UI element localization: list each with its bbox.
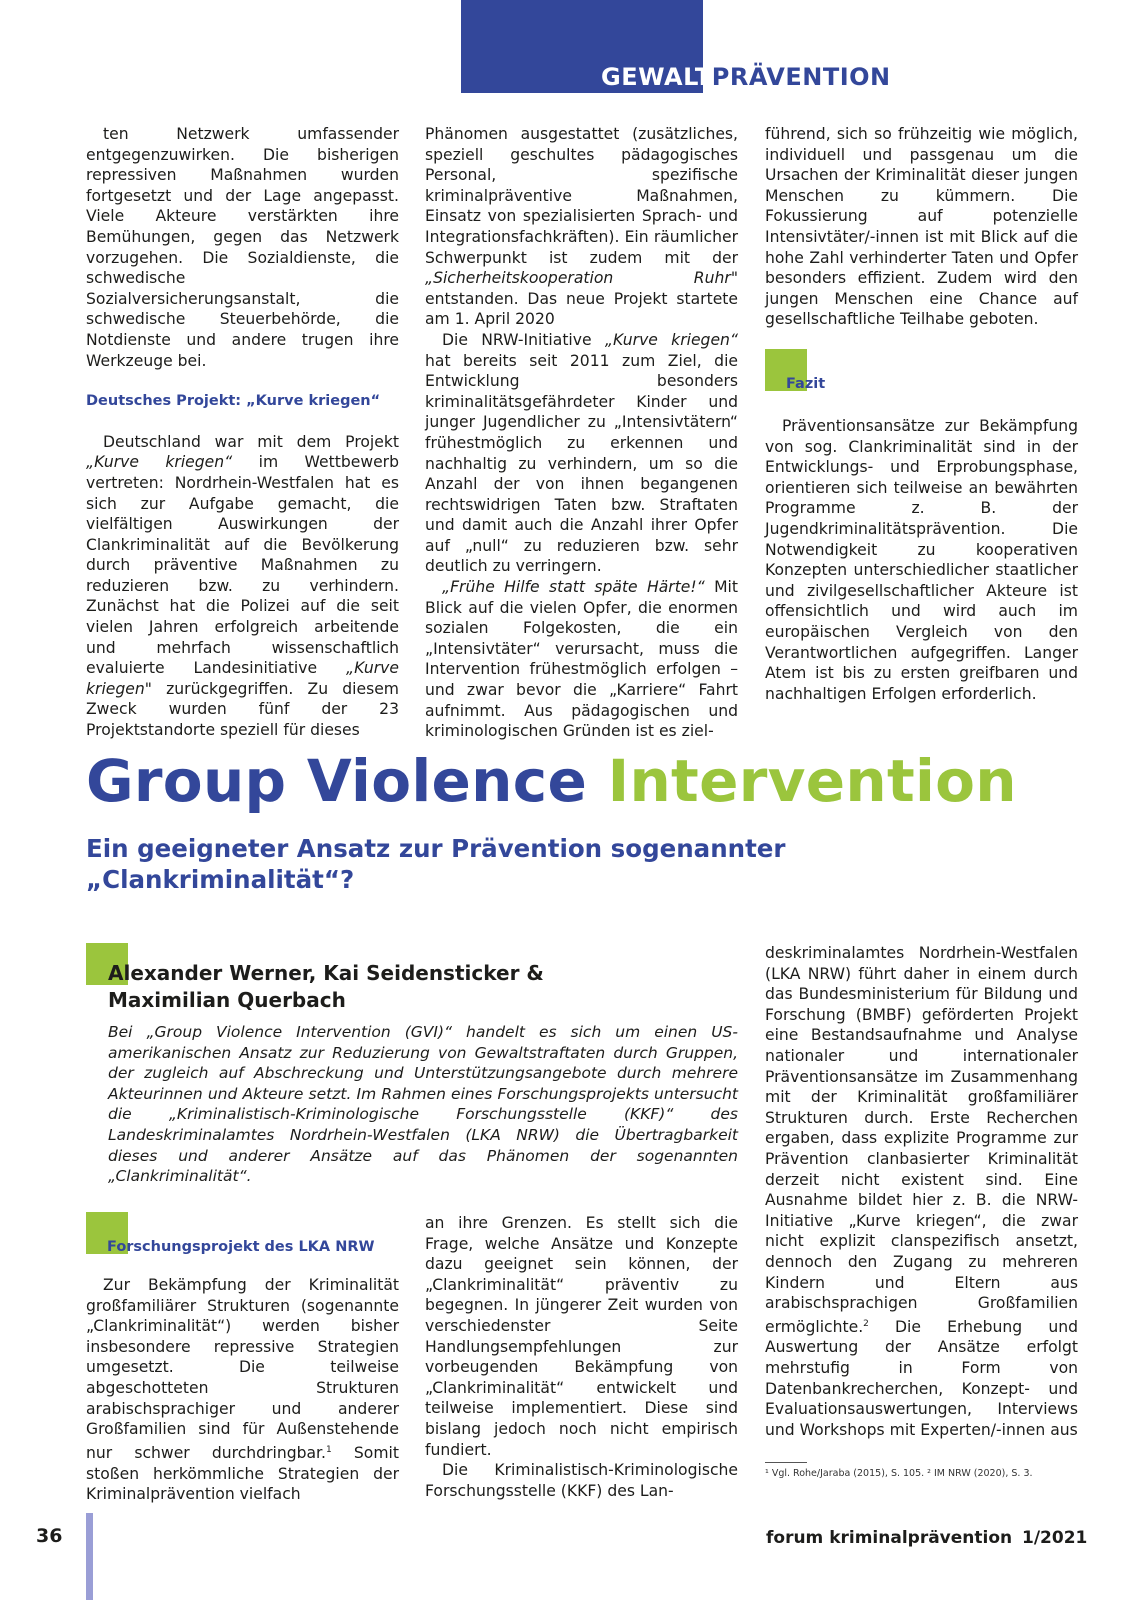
- paragraph: „Frühe Hilfe statt späte Härte!“ Mit Blick auf die vielen Opfer, die enormen sozialen Folgekosten, die ein „Intensivtäter“ verursacht, muss die Intervention frühestmöglich erfolgen – und zwar bevor die „Karriere“ Fahrt aufnimmt. Aus pädagogischen und kriminologischen Gründen ist es ziel-: [425, 578, 739, 741]
- top-column-2: [425, 124, 738, 742]
- article-title: [86, 747, 1017, 815]
- section-heading-forschungsprojekt: Forschungsprojekt des LKA NRW: [107, 1239, 375, 1255]
- paragraph: Zur Bekämpfung der Kriminalität großfamiliärer Strukturen (sogenannte „Clankriminalität“) werden bisher insbesondere repressive Strategien umgesetzt. Die teilweise abgeschotteten Strukturen arabischsprachiger und anderer Großfamilien sind für Außenstehende nur schwer durchdringbar.$^1$ Somit stoßen herkömmliche Strategien der Kriminalprävention vielfach: [86, 1276, 399, 1504]
- footnotes: ¹ Vgl. Rohe/Jaraba (2015), S. 105. ² IM NRW (2020), S. 3.: [765, 1468, 1033, 1479]
- paragraph: an ihre Grenzen. Es stellt sich die Frage, welche Ansätze und Konzepte dazu geeignet sein können, der „Clankriminalität“ präventiv zu begegnen. In jüngerer Zeit wurden von verschiedenster Seite Handlungsempfehlungen zur vorbeugenden Bekämpfung von „Clankriminalität“ entwickelt und teilweise implementiert. Diese sind bislang jedoch noch nicht empirisch fundiert.: [425, 1214, 738, 1459]
- section-header: [601, 63, 891, 91]
- top-column-3-lower: [765, 416, 1078, 704]
- paragraph: deskriminalamtes Nordrhein-Westfalen (LKA NRW) führt daher in einem durch das Bundesministerium für Bildung und Forschung (BMBF) geförderten Projekt eine Bestandsaufnahme und Analyse nationaler und internationaler Präventionsansätze im Zusammenhang mit der Kriminalität großfamiliärer Strukturen durch. Erste Recherchen ergaben, dass explizite Programme zur Prävention clanbasierter Kriminalität derzeit nicht existent sind. Eine Ausnahme bildet hier z. B. die NRW-Initiative „Kurve kriegen“, die zwar nicht explizit clanspezifisch ansetzt, dennoch den Zugang zu mehreren Kindern und Eltern aus arabischsprachigen Großfamilien ermöglichte.$^2$ Die Erhebung und Auswertung der Ansätze erfolgt mehrstufig in Form von Datenbankrecherchen, Konzept- und Evaluationsauswertungen, Interviews und Workshops mit Experten/-innen aus: [765, 944, 1078, 1439]
- page-number: 36: [36, 1525, 63, 1547]
- paragraph: Deutschland war mit dem Projekt „Kurve kriegen“ im Wettbewerb vertreten: Nordrhein-Westfalen hat es sich zur Aufgabe gemacht, die vielfältigen Auswirkungen der Clankriminalität auf die Bevölkerung durch präventive Maßnahmen zu reduzieren bzw. zu verhindern. Zunächst hat die Polizei auf die seit vielen Jahren erfolgreich arbeitende und mehrfach wissenschaftlich evaluierte Landesinitiative „Kurve kriegen" zurückgegriffen. Zu diesem Zweck wurden fünf der 23 Projektstandorte speziell für dieses: [86, 432, 399, 740]
- article-title-part1: Group Violence: [86, 747, 608, 815]
- top-column-1: [86, 124, 399, 741]
- authors-line1: Alexander Werner, Kai Seidensticker &: [108, 961, 544, 985]
- article-subtitle-line2: „Clankriminalität“?: [86, 865, 355, 894]
- paragraph: Die Kriminalistisch-Kriminologische Forschungsstelle (KKF) des Lan-: [425, 1461, 738, 1500]
- journal-name: forum kriminalprävention: [766, 1528, 1013, 1548]
- article-column-1: [86, 1275, 399, 1505]
- issue-number: 1/2021: [1022, 1528, 1088, 1548]
- footer-bar: [86, 1513, 93, 1600]
- footnote-ref: 1: [326, 1444, 332, 1455]
- article-column-3: [765, 943, 1078, 1440]
- abstract: Bei „Group Violence Intervention (GVI)“ handelt es sich um einen US-amerikanischen Ansatz zur Reduzierung von Gewaltstraftaten durch Gruppen, der zugleich auf Abschreckung und Unterstützungsangebote durch mehrere Akteurinnen und Akteure setzt. Im Rahmen eines Forschungsprojekts untersucht die „Kriminalistisch-Kriminologische Forschungsstelle (KKF)“ des Landeskriminalamtes Nordrhein-Westfalen (LKA NRW) die Übertragbarkeit dieses und anderer Ansätze auf das Phänomen der sogenannten „Clankriminalität“.: [108, 1023, 738, 1186]
- footnote-rule: [765, 1462, 807, 1463]
- article-title-part2: Intervention: [607, 747, 1017, 815]
- top-column-3: [765, 124, 1078, 330]
- paragraph: führend, sich so frühzeitig wie möglich, individuell und passgenau um die Ursachen der Kriminalität dieser jungen Menschen zu kümmern. Die Fokussierung auf potenzielle Intensivtäter/-innen ist mit Blick auf die hohe Zahl verhinderter Taten und Opfer besonders effizient. Zudem wird den jungen Menschen eine Chance auf gesellschaftliche Teilhabe geboten.: [765, 125, 1078, 329]
- article-column-2: [425, 1213, 738, 1501]
- section-header-part2: PRÄVENTION: [711, 63, 891, 91]
- paragraph: Phänomen ausgestattet (zusätzliches, speziell geschultes pädagogisches Personal, spezifische kriminalpräventive Maßnahmen, Einsatz von spezialisierten Sprach- und Integrationsfachkräften). Ein räumlicher Schwerpunkt ist zudem mit der „Sicherheitskooperation Ruhr" entstanden. Das neue Projekt startete am 1. April 2020: [425, 125, 738, 329]
- article-subtitle: [86, 833, 1086, 895]
- section-header-part1: GEWALT: [601, 63, 712, 91]
- paragraph: Präventionsansätze zur Bekämpfung von sog. Clankriminalität sind in der Entwicklungs- und Erprobungsphase, orientieren sich teilweise an bewährten Programme z. B. der Jugendkriminalitätsprävention. Die Notwendigkeit zu kooperativen Konzepten unterschiedlicher staatlicher und zivilgesellschaftlicher Akteure ist offensichtlich und wird auch im europäischen Vergleich von den Verantwortlichen aufgegriffen. Langer Atem ist bis zu ersten greifbaren und nachhaltigen Erfolgen erforderlich.: [765, 417, 1078, 703]
- paragraph: Die NRW-Initiative „Kurve kriegen“ hat bereits seit 2011 zum Ziel, die Entwicklung besonders kriminalitätsgefährdeter Kinder und junger Jugendlicher zu „Intensivtätern“ frühestmöglich zu erkennen und nachhaltig zu verhindern, um so die Anzahl der von ihnen begangenen rechtswidrigen Taten bzw. Straftaten und damit auch die Anzahl ihrer Opfer auf „null“ zu reduzieren bzw. sehr deutlich zu verringern.: [425, 330, 739, 576]
- section-heading-kurve-kriegen: Deutsches Projekt: „Kurve kriegen“: [86, 393, 381, 410]
- authors-line2: Maximilian Querbach: [108, 988, 346, 1012]
- section-heading-fazit: Fazit: [786, 376, 826, 392]
- paragraph: ten Netzwerk umfassender entgegenzuwirken. Die bisherigen repressiven Maßnahmen wurden fortgesetzt und der Lage angepasst. Viele Akteure verstärkten ihre Bemühungen, gegen das Netzwerk vorzugehen. Die Sozialdienste, die schwedische Sozialversicherungsanstalt, die schwedische Steuerbehörde, die Notdienste und andere trugen ihre Werkzeuge bei.: [86, 125, 399, 370]
- authors: [108, 960, 708, 1014]
- footnote-ref: 2: [863, 1318, 869, 1329]
- article-subtitle-line1: Ein geeigneter Ansatz zur Prävention sogenannter: [86, 834, 786, 863]
